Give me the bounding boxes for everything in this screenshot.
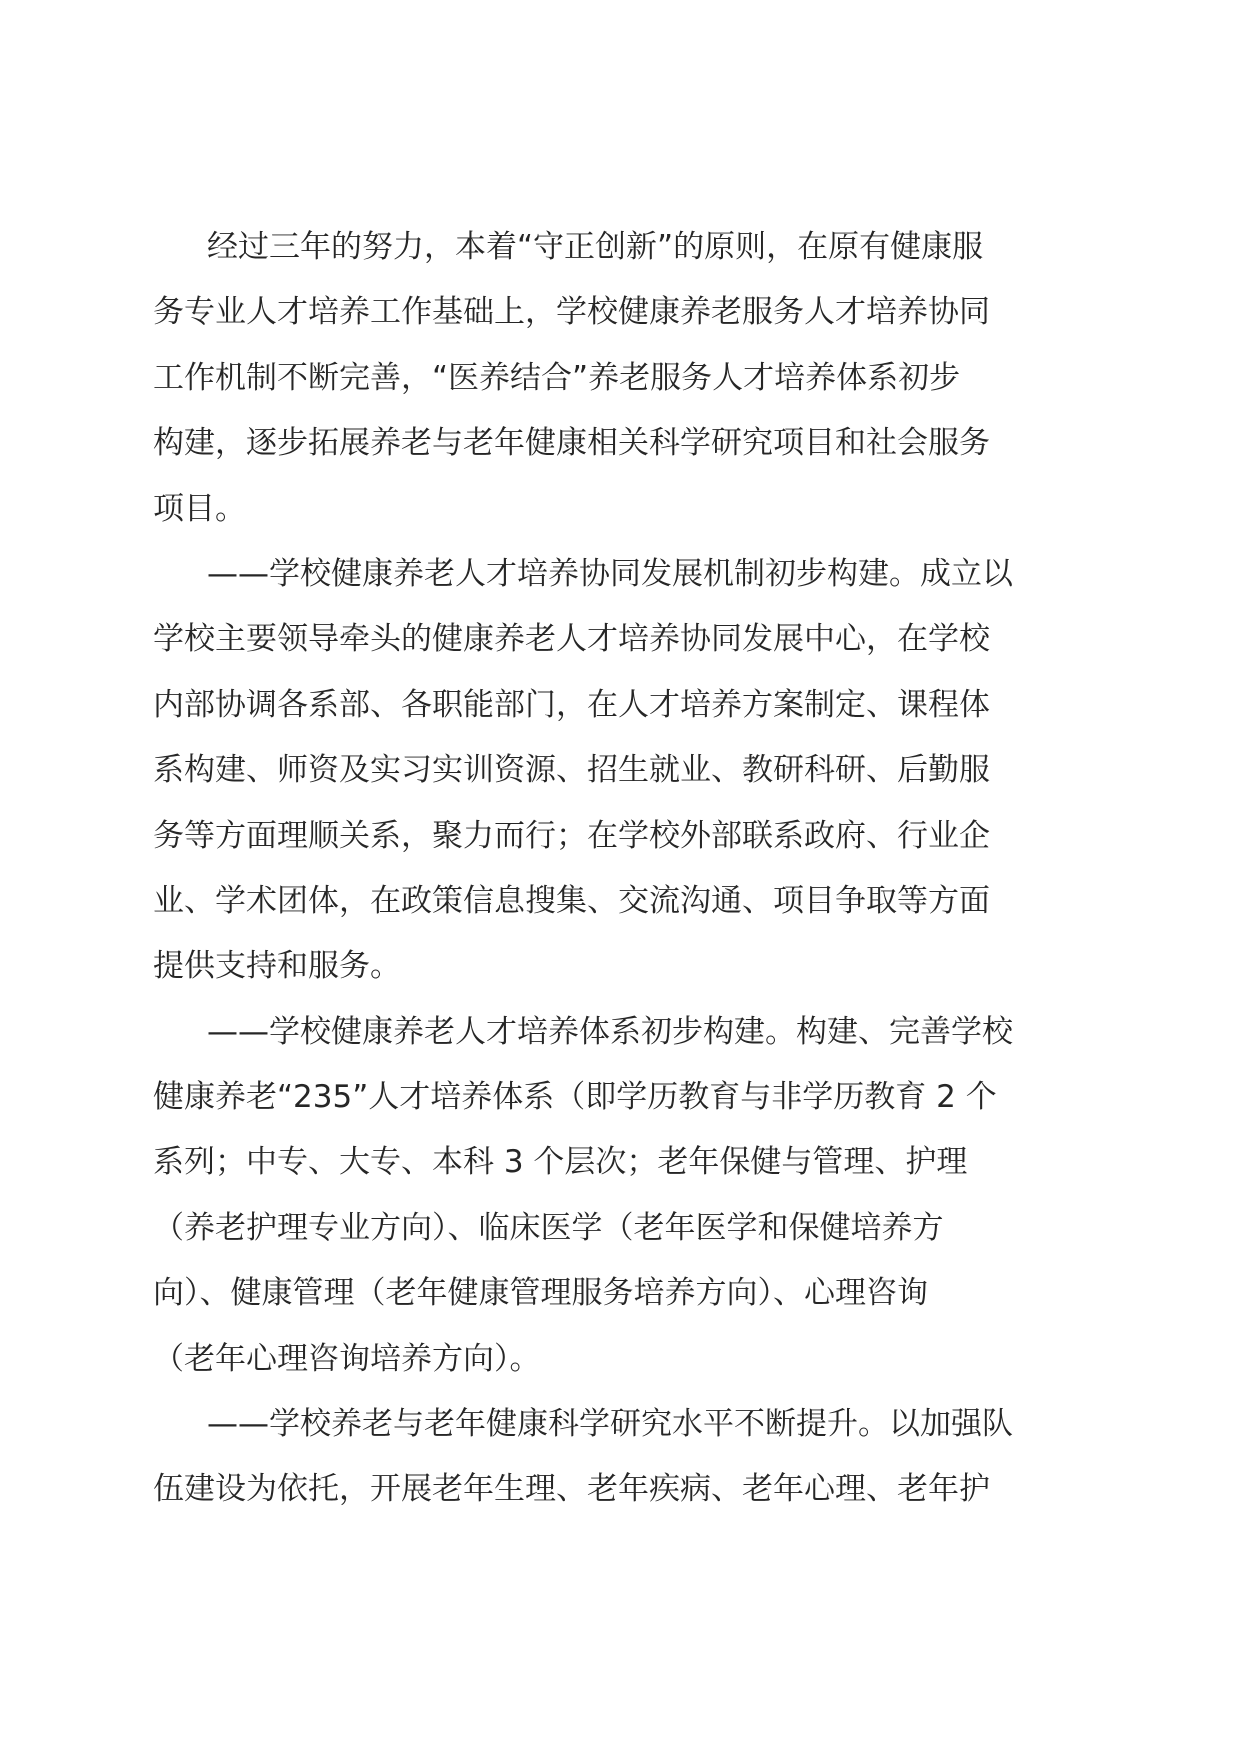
text-line: 业、学术团体，在政策信息搜集、交流沟通、项目争取等方面: [153, 882, 990, 919]
text-line: 学校主要领导牵头的健康养老人才培养协同发展中心，在学校: [153, 621, 990, 658]
text-line: 提供支持和服务。: [153, 948, 401, 985]
text-line: 项目。: [153, 490, 246, 527]
text-line: 向）、健康管理（老年健康管理服务培养方向）、心理咨询: [153, 1275, 928, 1312]
text-line: 系构建、师资及实习实训资源、招生就业、教研科研、后勤服: [153, 752, 990, 789]
text-line: ——学校养老与老年健康科学研究水平不断提升。以加强队: [207, 1406, 1013, 1443]
text-line: 构建，逐步拓展养老与老年健康相关科学研究项目和社会服务: [153, 425, 990, 462]
paragraph-intro: [153, 215, 1088, 542]
text-line: 伍建设为依托，开展老年生理、老年疾病、老年心理、老年护: [153, 1471, 990, 1508]
document-body: [153, 215, 1088, 1523]
text-line: ——学校健康养老人才培养体系初步构建。构建、完善学校: [207, 1013, 1013, 1050]
text-line: 务专业人才培养工作基础上，学校健康养老服务人才培养协同: [153, 294, 990, 331]
text-line: 务等方面理顺关系，聚力而行；在学校外部联系政府、行业企: [153, 817, 990, 854]
text-line: （老年心理咨询培养方向）。: [153, 1340, 541, 1377]
text-line: （养老护理专业方向）、临床医学（老年医学和保健培养方: [153, 1209, 944, 1246]
text-line: 系列；中专、大专、本科 3 个层次；老年保健与管理、护理: [153, 1144, 968, 1181]
text-line: ——学校健康养老人才培养协同发展机制初步构建。成立以: [207, 555, 1013, 592]
paragraph-mechanism: [153, 542, 1088, 1000]
paragraph-research: [153, 1392, 1088, 1523]
text-line: 健康养老“235”人才培养体系（即学历教育与非学历教育 2 个: [153, 1079, 997, 1116]
text-line: 工作机制不断完善，“医养结合”养老服务人才培养体系初步: [153, 359, 961, 396]
text-line: 内部协调各系部、各职能部门，在人才培养方案制定、课程体: [153, 686, 990, 723]
paragraph-training-system: [153, 1000, 1088, 1392]
text-line: 经过三年的努力，本着“守正创新”的原则，在原有健康服: [207, 229, 984, 265]
